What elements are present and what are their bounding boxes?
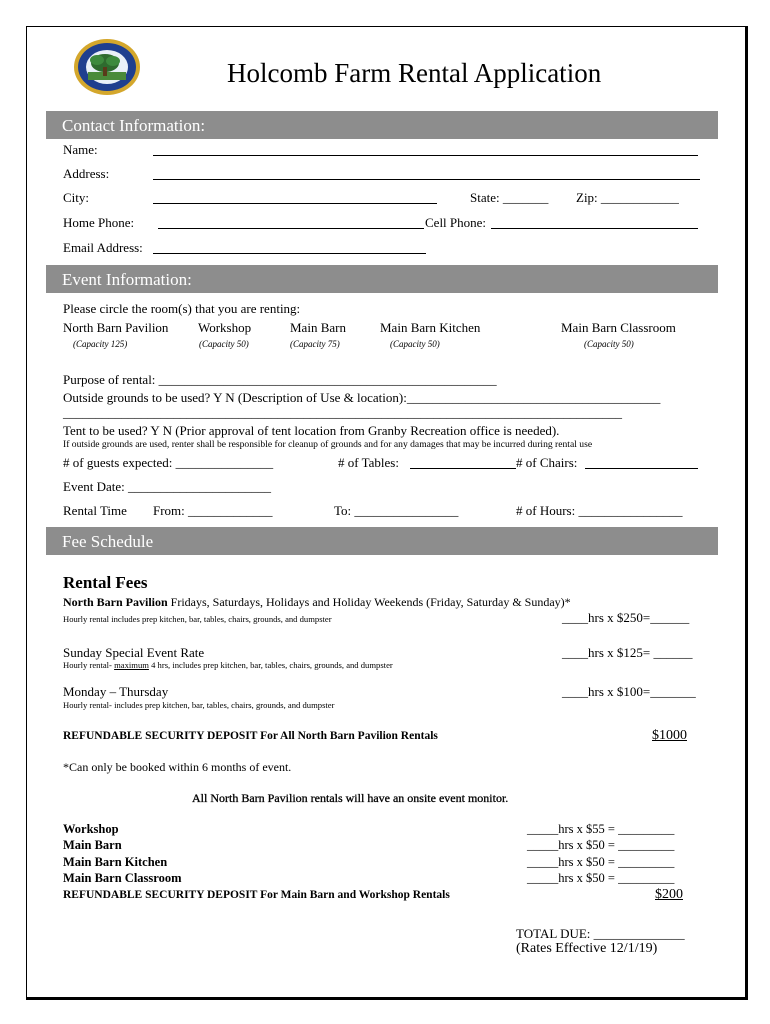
sunday-note-a: Hourly rental- [63, 660, 115, 670]
nbp-days-line [63, 595, 571, 610]
fee-room-workshop: Workshop [63, 822, 119, 836]
sunday-note [63, 660, 393, 670]
monitor-note [192, 791, 508, 806]
tent-question[interactable]: Tent to be used? Y N (Prior approval of tent location from Granby Recreation office is needed). [63, 423, 560, 438]
fee-rate-main-barn[interactable]: _____hrs x $50 = _________ [527, 838, 675, 852]
section-contact-header: Contact Information: [46, 111, 718, 139]
room-main-barn-kitchen[interactable]: Main Barn Kitchen [380, 320, 481, 335]
capacity-workshop: (Capacity 50) [199, 339, 249, 349]
nbp-rate-field[interactable]: ____hrs x $250=______ [562, 610, 690, 625]
rental-time-label: Rental Time [63, 503, 127, 518]
capacity-main-barn-classroom: (Capacity 50) [584, 339, 634, 349]
chairs-field[interactable] [585, 468, 698, 469]
fee-room-main-barn: Main Barn [63, 838, 122, 852]
section-fees-header: Fee Schedule [46, 527, 718, 555]
to-field[interactable]: To: ________________ [334, 503, 459, 518]
sunday-note-b: 4 hrs, includes prep kitchen, bar, tables, chairs, grounds, and dumpster [148, 660, 393, 670]
email-label: Email Address: [63, 240, 143, 255]
booking-note: *Can only be booked within 6 months of event. [63, 760, 292, 774]
outside-grounds-note: If outside grounds are used, renter shall be responsible for cleanup of grounds and for any damages that may be incurred during rental use [63, 439, 593, 450]
home-phone-label: Home Phone: [63, 215, 135, 230]
event-date-field[interactable]: Event Date: ______________________ [63, 479, 271, 494]
outside-grounds-line2[interactable]: ______________________________________________________________________________________ [63, 405, 622, 420]
from-field[interactable]: From: _____________ [153, 503, 273, 518]
nbp-note: Hourly rental includes prep kitchen, bar, tables, chairs, grounds, and dumpster [63, 614, 332, 624]
weekday-title: Monday – Thursday [63, 684, 169, 699]
capacity-north-barn-pavilion: (Capacity 125) [73, 339, 128, 349]
fee-rate-main-barn-kitchen[interactable]: _____hrs x $50 = _________ [527, 855, 675, 869]
fee-rate-main-barn-classroom[interactable]: _____hrs x $50 = _________ [527, 871, 675, 885]
circle-rooms-prompt: Please circle the room(s) that you are renting: [63, 301, 301, 316]
rental-fees-heading: Rental Fees [63, 573, 148, 592]
chairs-label: # of Chairs: [516, 455, 578, 470]
city-label: City: [63, 190, 90, 205]
room-main-barn[interactable]: Main Barn [290, 320, 346, 335]
outside-grounds-field[interactable]: Outside grounds to be used? Y N (Description of Use & location):_______________________________________ [63, 390, 661, 405]
total-due-field[interactable]: TOTAL DUE: ______________ [516, 926, 685, 941]
town-seal-icon [72, 38, 142, 96]
main-deposit-amount: $200 [655, 887, 683, 902]
email-field[interactable] [153, 253, 426, 254]
name-field[interactable] [153, 155, 698, 156]
zip-field[interactable]: Zip: ____________ [576, 190, 679, 205]
name-label: Name: [63, 142, 98, 157]
home-phone-field[interactable] [158, 228, 424, 229]
purpose-field[interactable]: Purpose of rental: ____________________________________________________ [63, 372, 497, 387]
fee-rate-workshop[interactable]: _____hrs x $55 = _________ [527, 822, 675, 836]
tables-label: # of Tables: [338, 455, 399, 470]
address-field[interactable] [153, 179, 700, 180]
monitor-note-text: All North Barn Pavilion rentals will have an onsite event monitor. [192, 791, 509, 805]
sunday-note-maximum: maximum [114, 660, 149, 670]
weekday-rate-field[interactable]: ____hrs x $100=_______ [562, 684, 696, 699]
room-main-barn-classroom[interactable]: Main Barn Classroom [561, 320, 676, 335]
nbp-title: North Barn Pavilion [63, 595, 168, 609]
nbp-deposit-label: REFUNDABLE SECURITY DEPOSIT For All North Barn Pavilion Rentals [63, 730, 438, 742]
sunday-rate-field[interactable]: ____hrs x $125= ______ [562, 645, 693, 660]
section-event-header: Event Information: [46, 265, 718, 293]
city-field[interactable] [153, 203, 437, 204]
tables-field[interactable] [410, 468, 516, 469]
weekday-note: Hourly rental- includes prep kitchen, bar, tables, chairs, grounds, and dumpster [63, 700, 335, 710]
sunday-title: Sunday Special Event Rate [63, 645, 205, 660]
room-north-barn-pavilion[interactable]: North Barn Pavilion [63, 320, 169, 335]
cell-phone-field[interactable] [491, 228, 698, 229]
guests-field[interactable]: # of guests expected: _______________ [63, 455, 274, 470]
nbp-deposit-amount: $1000 [652, 728, 687, 743]
address-label: Address: [63, 166, 110, 181]
hours-field[interactable]: # of Hours: ________________ [516, 503, 683, 518]
fee-room-main-barn-kitchen: Main Barn Kitchen [63, 855, 168, 869]
fee-room-main-barn-classroom: Main Barn Classroom [63, 871, 182, 885]
form-title: Holcomb Farm Rental Application [227, 58, 602, 88]
capacity-main-barn: (Capacity 75) [290, 339, 340, 349]
state-field[interactable]: State: _______ [470, 190, 549, 205]
room-workshop[interactable]: Workshop [198, 320, 252, 335]
cell-phone-label: Cell Phone: [425, 215, 487, 230]
main-deposit-label: REFUNDABLE SECURITY DEPOSIT For Main Barn and Workshop Rentals [63, 889, 450, 901]
nbp-days: Fridays, Saturdays, Holidays and Holiday Weekends (Friday, Saturday & Sunday)* [167, 595, 571, 609]
capacity-main-barn-kitchen: (Capacity 50) [390, 339, 440, 349]
rates-effective: (Rates Effective 12/1/19) [516, 941, 658, 956]
